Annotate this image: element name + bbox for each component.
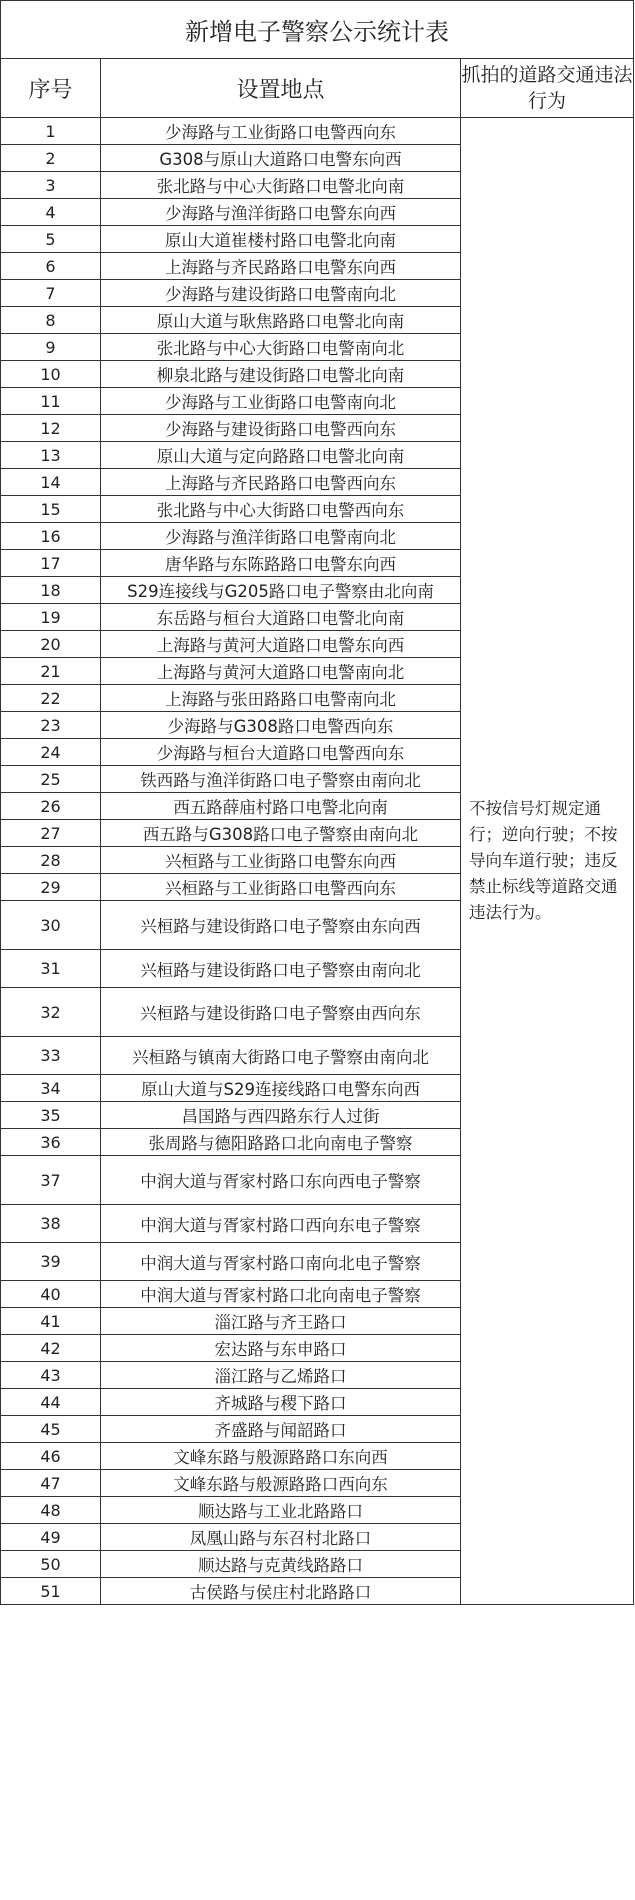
row-location: 齐盛路与闻韶路口 bbox=[101, 1416, 461, 1443]
row-location: 少海路与渔洋街路口电警东向西 bbox=[101, 199, 461, 226]
header-index: 序号 bbox=[1, 59, 101, 118]
row-location: 原山大道崔楼村路口电警北向南 bbox=[101, 226, 461, 253]
row-location: 东岳路与桓台大道路口电警北向南 bbox=[101, 604, 461, 631]
row-index: 14 bbox=[1, 469, 101, 496]
row-index: 23 bbox=[1, 712, 101, 739]
row-index: 26 bbox=[1, 793, 101, 820]
row-index: 28 bbox=[1, 847, 101, 874]
row-index: 12 bbox=[1, 415, 101, 442]
row-location: 少海路与G308路口电警西向东 bbox=[101, 712, 461, 739]
row-index: 35 bbox=[1, 1102, 101, 1129]
row-location: 淄江路与齐王路口 bbox=[101, 1308, 461, 1335]
row-index: 37 bbox=[1, 1156, 101, 1205]
row-location: 宏达路与东申路口 bbox=[101, 1335, 461, 1362]
row-location: 昌国路与西四路东行人过街 bbox=[101, 1102, 461, 1129]
table-title: 新增电子警察公示统计表 bbox=[1, 1, 634, 59]
row-index: 17 bbox=[1, 550, 101, 577]
row-location: 少海路与渔洋街路口电警南向北 bbox=[101, 523, 461, 550]
row-location: 中润大道与胥家村路口西向东电子警察 bbox=[101, 1205, 461, 1243]
row-index: 49 bbox=[1, 1524, 101, 1551]
row-index: 24 bbox=[1, 739, 101, 766]
row-location: 兴桓路与工业街路口电警西向东 bbox=[101, 874, 461, 901]
row-index: 3 bbox=[1, 172, 101, 199]
row-index: 1 bbox=[1, 118, 101, 145]
row-location: 原山大道与耿焦路路口电警北向南 bbox=[101, 307, 461, 334]
row-index: 36 bbox=[1, 1129, 101, 1156]
row-index: 41 bbox=[1, 1308, 101, 1335]
row-location: 西五路薛庙村路口电警北向南 bbox=[101, 793, 461, 820]
row-index: 38 bbox=[1, 1205, 101, 1243]
row-location: 上海路与张田路路口电警南向北 bbox=[101, 685, 461, 712]
row-index: 15 bbox=[1, 496, 101, 523]
row-index: 48 bbox=[1, 1497, 101, 1524]
row-location: 柳泉北路与建设街路口电警北向南 bbox=[101, 361, 461, 388]
row-index: 7 bbox=[1, 280, 101, 307]
row-location: 张北路与中心大街路口电警西向东 bbox=[101, 496, 461, 523]
row-location: S29连接线与G205路口电子警察由北向南 bbox=[101, 577, 461, 604]
row-location: 中润大道与胥家村路口北向南电子警察 bbox=[101, 1281, 461, 1308]
title-row bbox=[1, 1, 634, 59]
row-location: 文峰东路与般源路路口东向西 bbox=[101, 1443, 461, 1470]
row-location: 上海路与齐民路路口电警东向西 bbox=[101, 253, 461, 280]
row-index: 27 bbox=[1, 820, 101, 847]
header-violation: 抓拍的道路交通违法行为 bbox=[461, 59, 634, 118]
row-index: 33 bbox=[1, 1037, 101, 1075]
table-row bbox=[1, 118, 634, 145]
row-location: 兴桓路与建设街路口电子警察由东向西 bbox=[101, 901, 461, 950]
row-index: 18 bbox=[1, 577, 101, 604]
row-location: 淄江路与乙烯路口 bbox=[101, 1362, 461, 1389]
row-index: 50 bbox=[1, 1551, 101, 1578]
row-index: 29 bbox=[1, 874, 101, 901]
row-location: 少海路与工业街路口电警西向东 bbox=[101, 118, 461, 145]
row-location: 中润大道与胥家村路口南向北电子警察 bbox=[101, 1243, 461, 1281]
row-location: 少海路与建设街路口电警南向北 bbox=[101, 280, 461, 307]
violation-description: 不按信号灯规定通行；逆向行驶；不按导向车道行驶；违反禁止标线等道路交通违法行为。 bbox=[461, 118, 634, 1605]
row-index: 6 bbox=[1, 253, 101, 280]
header-location: 设置地点 bbox=[101, 59, 461, 118]
row-index: 43 bbox=[1, 1362, 101, 1389]
row-index: 30 bbox=[1, 901, 101, 950]
row-location: 张周路与德阳路路口北向南电子警察 bbox=[101, 1129, 461, 1156]
row-index: 22 bbox=[1, 685, 101, 712]
row-index: 10 bbox=[1, 361, 101, 388]
row-location: 顺达路与克黄线路路口 bbox=[101, 1551, 461, 1578]
row-index: 2 bbox=[1, 145, 101, 172]
row-location: 凤凰山路与东召村北路口 bbox=[101, 1524, 461, 1551]
row-index: 13 bbox=[1, 442, 101, 469]
row-index: 9 bbox=[1, 334, 101, 361]
row-index: 32 bbox=[1, 988, 101, 1037]
row-index: 8 bbox=[1, 307, 101, 334]
row-index: 39 bbox=[1, 1243, 101, 1281]
row-location: 兴桓路与镇南大街路口电子警察由南向北 bbox=[101, 1037, 461, 1075]
row-location: 上海路与齐民路路口电警西向东 bbox=[101, 469, 461, 496]
row-index: 45 bbox=[1, 1416, 101, 1443]
row-index: 11 bbox=[1, 388, 101, 415]
row-index: 40 bbox=[1, 1281, 101, 1308]
row-location: 上海路与黄河大道路口电警南向北 bbox=[101, 658, 461, 685]
row-location: 兴桓路与建设街路口电子警察由南向北 bbox=[101, 950, 461, 988]
row-index: 31 bbox=[1, 950, 101, 988]
row-location: 中润大道与胥家村路口东向西电子警察 bbox=[101, 1156, 461, 1205]
row-index: 5 bbox=[1, 226, 101, 253]
row-index: 46 bbox=[1, 1443, 101, 1470]
row-index: 47 bbox=[1, 1470, 101, 1497]
row-location: 西五路与G308路口电子警察由南向北 bbox=[101, 820, 461, 847]
row-index: 42 bbox=[1, 1335, 101, 1362]
row-index: 19 bbox=[1, 604, 101, 631]
row-index: 25 bbox=[1, 766, 101, 793]
row-index: 51 bbox=[1, 1578, 101, 1605]
row-location: 张北路与中心大街路口电警南向北 bbox=[101, 334, 461, 361]
row-location: 少海路与建设街路口电警西向东 bbox=[101, 415, 461, 442]
row-location: G308与原山大道路口电警东向西 bbox=[101, 145, 461, 172]
row-location: 兴桓路与工业街路口电警东向西 bbox=[101, 847, 461, 874]
row-index: 21 bbox=[1, 658, 101, 685]
row-location: 古侯路与侯庄村北路路口 bbox=[101, 1578, 461, 1605]
row-location: 上海路与黄河大道路口电警东向西 bbox=[101, 631, 461, 658]
row-location: 文峰东路与般源路路口西向东 bbox=[101, 1470, 461, 1497]
row-index: 34 bbox=[1, 1075, 101, 1102]
header-row bbox=[1, 59, 634, 118]
row-index: 16 bbox=[1, 523, 101, 550]
row-location: 少海路与桓台大道路口电警西向东 bbox=[101, 739, 461, 766]
row-index: 44 bbox=[1, 1389, 101, 1416]
row-location: 原山大道与S29连接线路口电警东向西 bbox=[101, 1075, 461, 1102]
row-location: 少海路与工业街路口电警南向北 bbox=[101, 388, 461, 415]
row-location: 兴桓路与建设街路口电子警察由西向东 bbox=[101, 988, 461, 1037]
row-index: 4 bbox=[1, 199, 101, 226]
row-location: 铁西路与渔洋街路口电子警察由南向北 bbox=[101, 766, 461, 793]
row-location: 顺达路与工业北路路口 bbox=[101, 1497, 461, 1524]
row-location: 唐华路与东陈路路口电警东向西 bbox=[101, 550, 461, 577]
row-location: 原山大道与定向路路口电警北向南 bbox=[101, 442, 461, 469]
row-location: 齐城路与稷下路口 bbox=[101, 1389, 461, 1416]
row-index: 20 bbox=[1, 631, 101, 658]
row-location: 张北路与中心大街路口电警北向南 bbox=[101, 172, 461, 199]
